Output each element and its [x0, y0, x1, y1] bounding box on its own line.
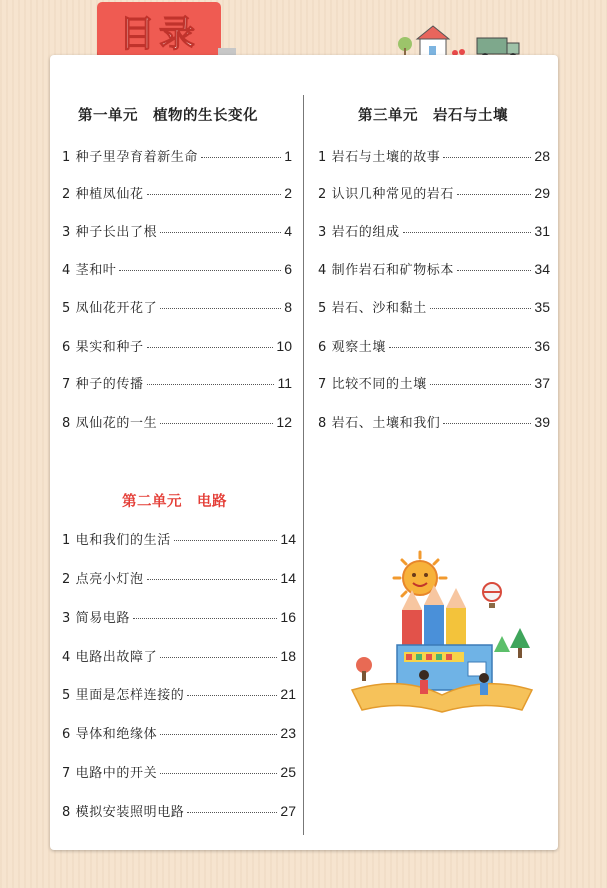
unit-3-title: 第三单元 岩石与土壤 [358, 108, 508, 124]
toc-entry[interactable] [62, 336, 292, 354]
toc-entry[interactable] [62, 373, 292, 391]
entry-page: 25 [280, 764, 296, 780]
entry-label: 3 岩石的组成 [318, 225, 400, 240]
leader-dots [430, 308, 532, 309]
toc-entry[interactable] [318, 336, 550, 354]
unit-1-title: 第一单元 植物的生长变化 [78, 108, 258, 124]
entry-page: 14 [280, 570, 296, 586]
entry-label: 6 导体和绝缘体 [62, 727, 158, 742]
leader-dots [174, 540, 278, 541]
leader-dots [160, 734, 277, 735]
entry-label: 8 模拟安装照明电路 [62, 805, 185, 820]
house-icon [417, 26, 449, 56]
entry-label: 8 岩石、土壤和我们 [318, 416, 441, 431]
entry-page: 16 [280, 609, 296, 625]
column-divider [303, 95, 304, 835]
entry-label: 7 种子的传播 [62, 377, 144, 392]
toc-entry[interactable] [62, 607, 296, 625]
leader-dots [119, 270, 281, 271]
tree-icon [398, 37, 412, 56]
school-building-illustration [397, 645, 492, 690]
leader-dots [147, 347, 274, 348]
toc-entry[interactable] [318, 373, 550, 391]
entry-page: 23 [280, 725, 296, 741]
entry-label: 1 种子里孕育着新生命 [62, 150, 199, 165]
entry-label: 1 电和我们的生活 [62, 533, 171, 548]
pencils-illustration [402, 585, 466, 650]
toc-entry[interactable] [62, 568, 296, 586]
sun-face-icon [394, 552, 446, 596]
entry-label: 7 比较不同的土壤 [318, 377, 427, 392]
toc-entry[interactable] [62, 723, 296, 741]
leader-dots [187, 812, 277, 813]
entry-label: 2 认识几种常见的岩石 [318, 187, 455, 202]
entry-page: 8 [284, 299, 292, 315]
entry-page: 4 [284, 223, 292, 239]
toc-entry[interactable] [318, 297, 550, 315]
leader-dots [457, 270, 531, 271]
entry-label: 6 果实和种子 [62, 340, 144, 355]
toc-entry[interactable] [62, 801, 296, 819]
toc-entry[interactable] [318, 412, 550, 430]
entry-label: 4 茎和叶 [62, 263, 117, 278]
entry-label: 5 里面是怎样连接的 [62, 688, 185, 703]
entry-label: 6 观察土壤 [318, 340, 387, 355]
entry-page: 37 [534, 375, 550, 391]
toc-entry[interactable] [62, 412, 292, 430]
entry-label: 2 种植凤仙花 [62, 187, 144, 202]
leader-dots [147, 194, 282, 195]
entry-page: 12 [276, 414, 292, 430]
toc-entry[interactable] [318, 221, 550, 239]
entry-page: 18 [280, 648, 296, 664]
toc-entry[interactable] [62, 529, 296, 547]
leader-dots [457, 194, 531, 195]
entry-page: 39 [534, 414, 550, 430]
leader-dots [201, 157, 281, 158]
entry-label: 5 岩石、沙和黏土 [318, 301, 427, 316]
leader-dots [443, 423, 531, 424]
toc-entry[interactable] [62, 297, 292, 315]
entry-label: 4 电路出故障了 [62, 650, 158, 665]
entry-page: 6 [284, 261, 292, 277]
entry-page: 27 [280, 803, 296, 819]
leader-dots [403, 232, 532, 233]
leader-dots [430, 384, 532, 385]
entry-page: 2 [284, 185, 292, 201]
entry-page: 1 [284, 148, 292, 164]
unit-2-title: 第二单元 电路 [122, 494, 227, 510]
entry-label: 3 种子长出了根 [62, 225, 158, 240]
leader-dots [443, 157, 531, 158]
leader-dots [160, 308, 281, 309]
entry-label: 3 简易电路 [62, 611, 131, 626]
leader-dots [160, 423, 273, 424]
leader-dots [160, 232, 281, 233]
entry-page: 35 [534, 299, 550, 315]
school-illustration [342, 550, 542, 715]
page-title: 目录 [118, 13, 199, 55]
toc-entry[interactable] [62, 259, 292, 277]
entry-page: 14 [280, 531, 296, 547]
entry-page: 31 [534, 223, 550, 239]
entry-label: 2 点亮小灯泡 [62, 572, 144, 587]
entry-label: 1 岩石与土壤的故事 [318, 150, 441, 165]
leader-dots [160, 773, 277, 774]
toc-entry[interactable] [62, 646, 296, 664]
toc-entry[interactable] [62, 146, 292, 164]
entry-label: 8 凤仙花的一生 [62, 416, 158, 431]
entry-page: 28 [534, 148, 550, 164]
entry-page: 11 [277, 375, 292, 391]
toc-entry[interactable] [318, 146, 550, 164]
leader-dots [133, 618, 277, 619]
hot-air-balloon-icon [483, 583, 501, 608]
entry-label: 5 凤仙花开花了 [62, 301, 158, 316]
toc-entry[interactable] [62, 684, 296, 702]
toc-entry[interactable] [318, 259, 550, 277]
leader-dots [160, 657, 277, 658]
leader-dots [187, 695, 277, 696]
entry-label: 4 制作岩石和矿物标本 [318, 263, 455, 278]
toc-page [50, 55, 558, 850]
leader-dots [389, 347, 531, 348]
toc-title-tab [97, 2, 221, 60]
house-tree-illustration [395, 20, 525, 60]
leader-dots [147, 579, 278, 580]
entry-page: 21 [280, 686, 296, 702]
toc-entry[interactable] [62, 183, 292, 201]
leader-dots [147, 384, 275, 385]
entry-page: 29 [534, 185, 550, 201]
toc-entry[interactable] [62, 221, 292, 239]
toc-entry[interactable] [62, 762, 296, 780]
entry-page: 36 [534, 338, 550, 354]
entry-label: 7 电路中的开关 [62, 766, 158, 781]
entry-page: 34 [534, 261, 550, 277]
entry-page: 10 [276, 338, 292, 354]
toc-entry[interactable] [318, 183, 550, 201]
